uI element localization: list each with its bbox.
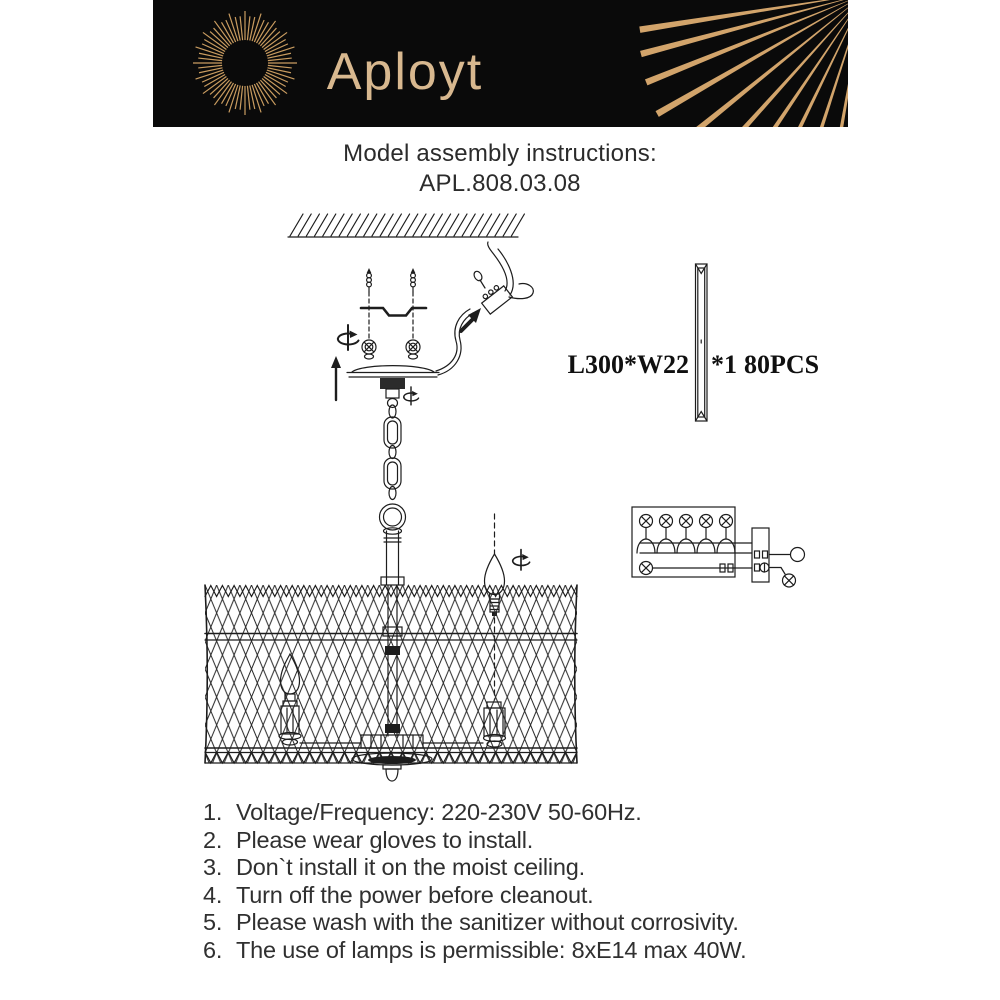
instruction-item xyxy=(203,799,883,827)
crystal-qty-label: *1 xyxy=(711,350,737,379)
lamp-symbol xyxy=(640,562,653,575)
anchor-screw-right xyxy=(406,340,420,359)
insert-arrow-icon xyxy=(461,308,481,331)
fixture-internals xyxy=(279,586,506,781)
junction-box xyxy=(632,507,735,577)
candle-bulb-external xyxy=(485,514,530,700)
item-number: 3. xyxy=(203,854,223,881)
item-text: Please wear gloves to install. xyxy=(236,826,534,853)
sunburst-logo-icon xyxy=(193,11,297,115)
bottom-finial xyxy=(383,765,401,781)
terminal-block xyxy=(752,528,769,582)
terminal-connector xyxy=(478,282,512,314)
crystal-pcs-label: 80PCS xyxy=(744,350,820,379)
model-number: APL.808.03.08 xyxy=(419,170,581,197)
hang-ring xyxy=(380,504,406,530)
item-text: Voltage/Frequency: 220-230V 50-60Hz. xyxy=(236,799,642,825)
lamp-symbol xyxy=(660,515,673,528)
bottom-hub xyxy=(352,735,432,765)
hanging-chain xyxy=(380,399,406,531)
stem-tube xyxy=(381,528,404,585)
brand-logo-text: Aployt xyxy=(326,43,484,101)
item-number: 2. xyxy=(203,826,223,853)
power-wire xyxy=(436,242,533,375)
ceiling-hatch xyxy=(288,214,524,237)
page-title: Model assembly instructions: xyxy=(343,140,657,167)
item-text: Don`t install it on the moist ceiling. xyxy=(236,854,585,881)
item-text: Turn off the power before cleanout. xyxy=(236,881,594,908)
instruction-item xyxy=(203,827,883,855)
rotate-icon xyxy=(513,550,530,571)
instruction-item xyxy=(203,909,883,937)
item-number: 4. xyxy=(203,881,223,908)
item-text: The use of lamps is permissible: 8xE14 max 40W. xyxy=(236,936,747,963)
lamp-symbol xyxy=(783,574,796,587)
lamp-symbol xyxy=(720,515,733,528)
anchor-screw-left xyxy=(362,340,376,359)
instructions-list xyxy=(203,799,883,965)
candle-bulb-inner-left xyxy=(279,654,301,745)
instruction-item xyxy=(203,882,883,910)
up-arrow-icon xyxy=(331,356,341,400)
lamp-symbol xyxy=(640,515,653,528)
banner-art xyxy=(153,0,848,127)
wiring-diagram xyxy=(632,507,805,587)
candle-socket-right xyxy=(484,702,506,747)
title-block xyxy=(0,139,1000,199)
lamp-symbol xyxy=(680,515,693,528)
bottom-scallop xyxy=(205,752,577,763)
instruction-item xyxy=(203,854,883,882)
crystal-size-label: L300*W22 xyxy=(567,350,689,379)
mounting-hardware xyxy=(331,268,426,400)
corner-rays-decoration xyxy=(639,0,848,127)
item-text: Please wash with the sanitizer without corrosivity. xyxy=(236,909,739,936)
rotate-icon xyxy=(338,325,359,350)
rotate-icon xyxy=(404,387,419,405)
instruction-item xyxy=(203,937,883,965)
connector-ring xyxy=(791,548,805,562)
crystal-strip-part xyxy=(568,264,819,421)
item-number: 6. xyxy=(203,936,223,963)
item-number: 5. xyxy=(203,909,223,936)
lamp-symbol xyxy=(700,515,713,528)
crystal-lattice xyxy=(205,585,577,763)
drum-shade xyxy=(205,585,577,763)
ceiling-canopy xyxy=(347,366,439,405)
mounting-bracket xyxy=(361,308,426,316)
item-number: 1. xyxy=(203,799,223,825)
brand-banner xyxy=(153,0,848,127)
top-scallop xyxy=(205,586,577,597)
